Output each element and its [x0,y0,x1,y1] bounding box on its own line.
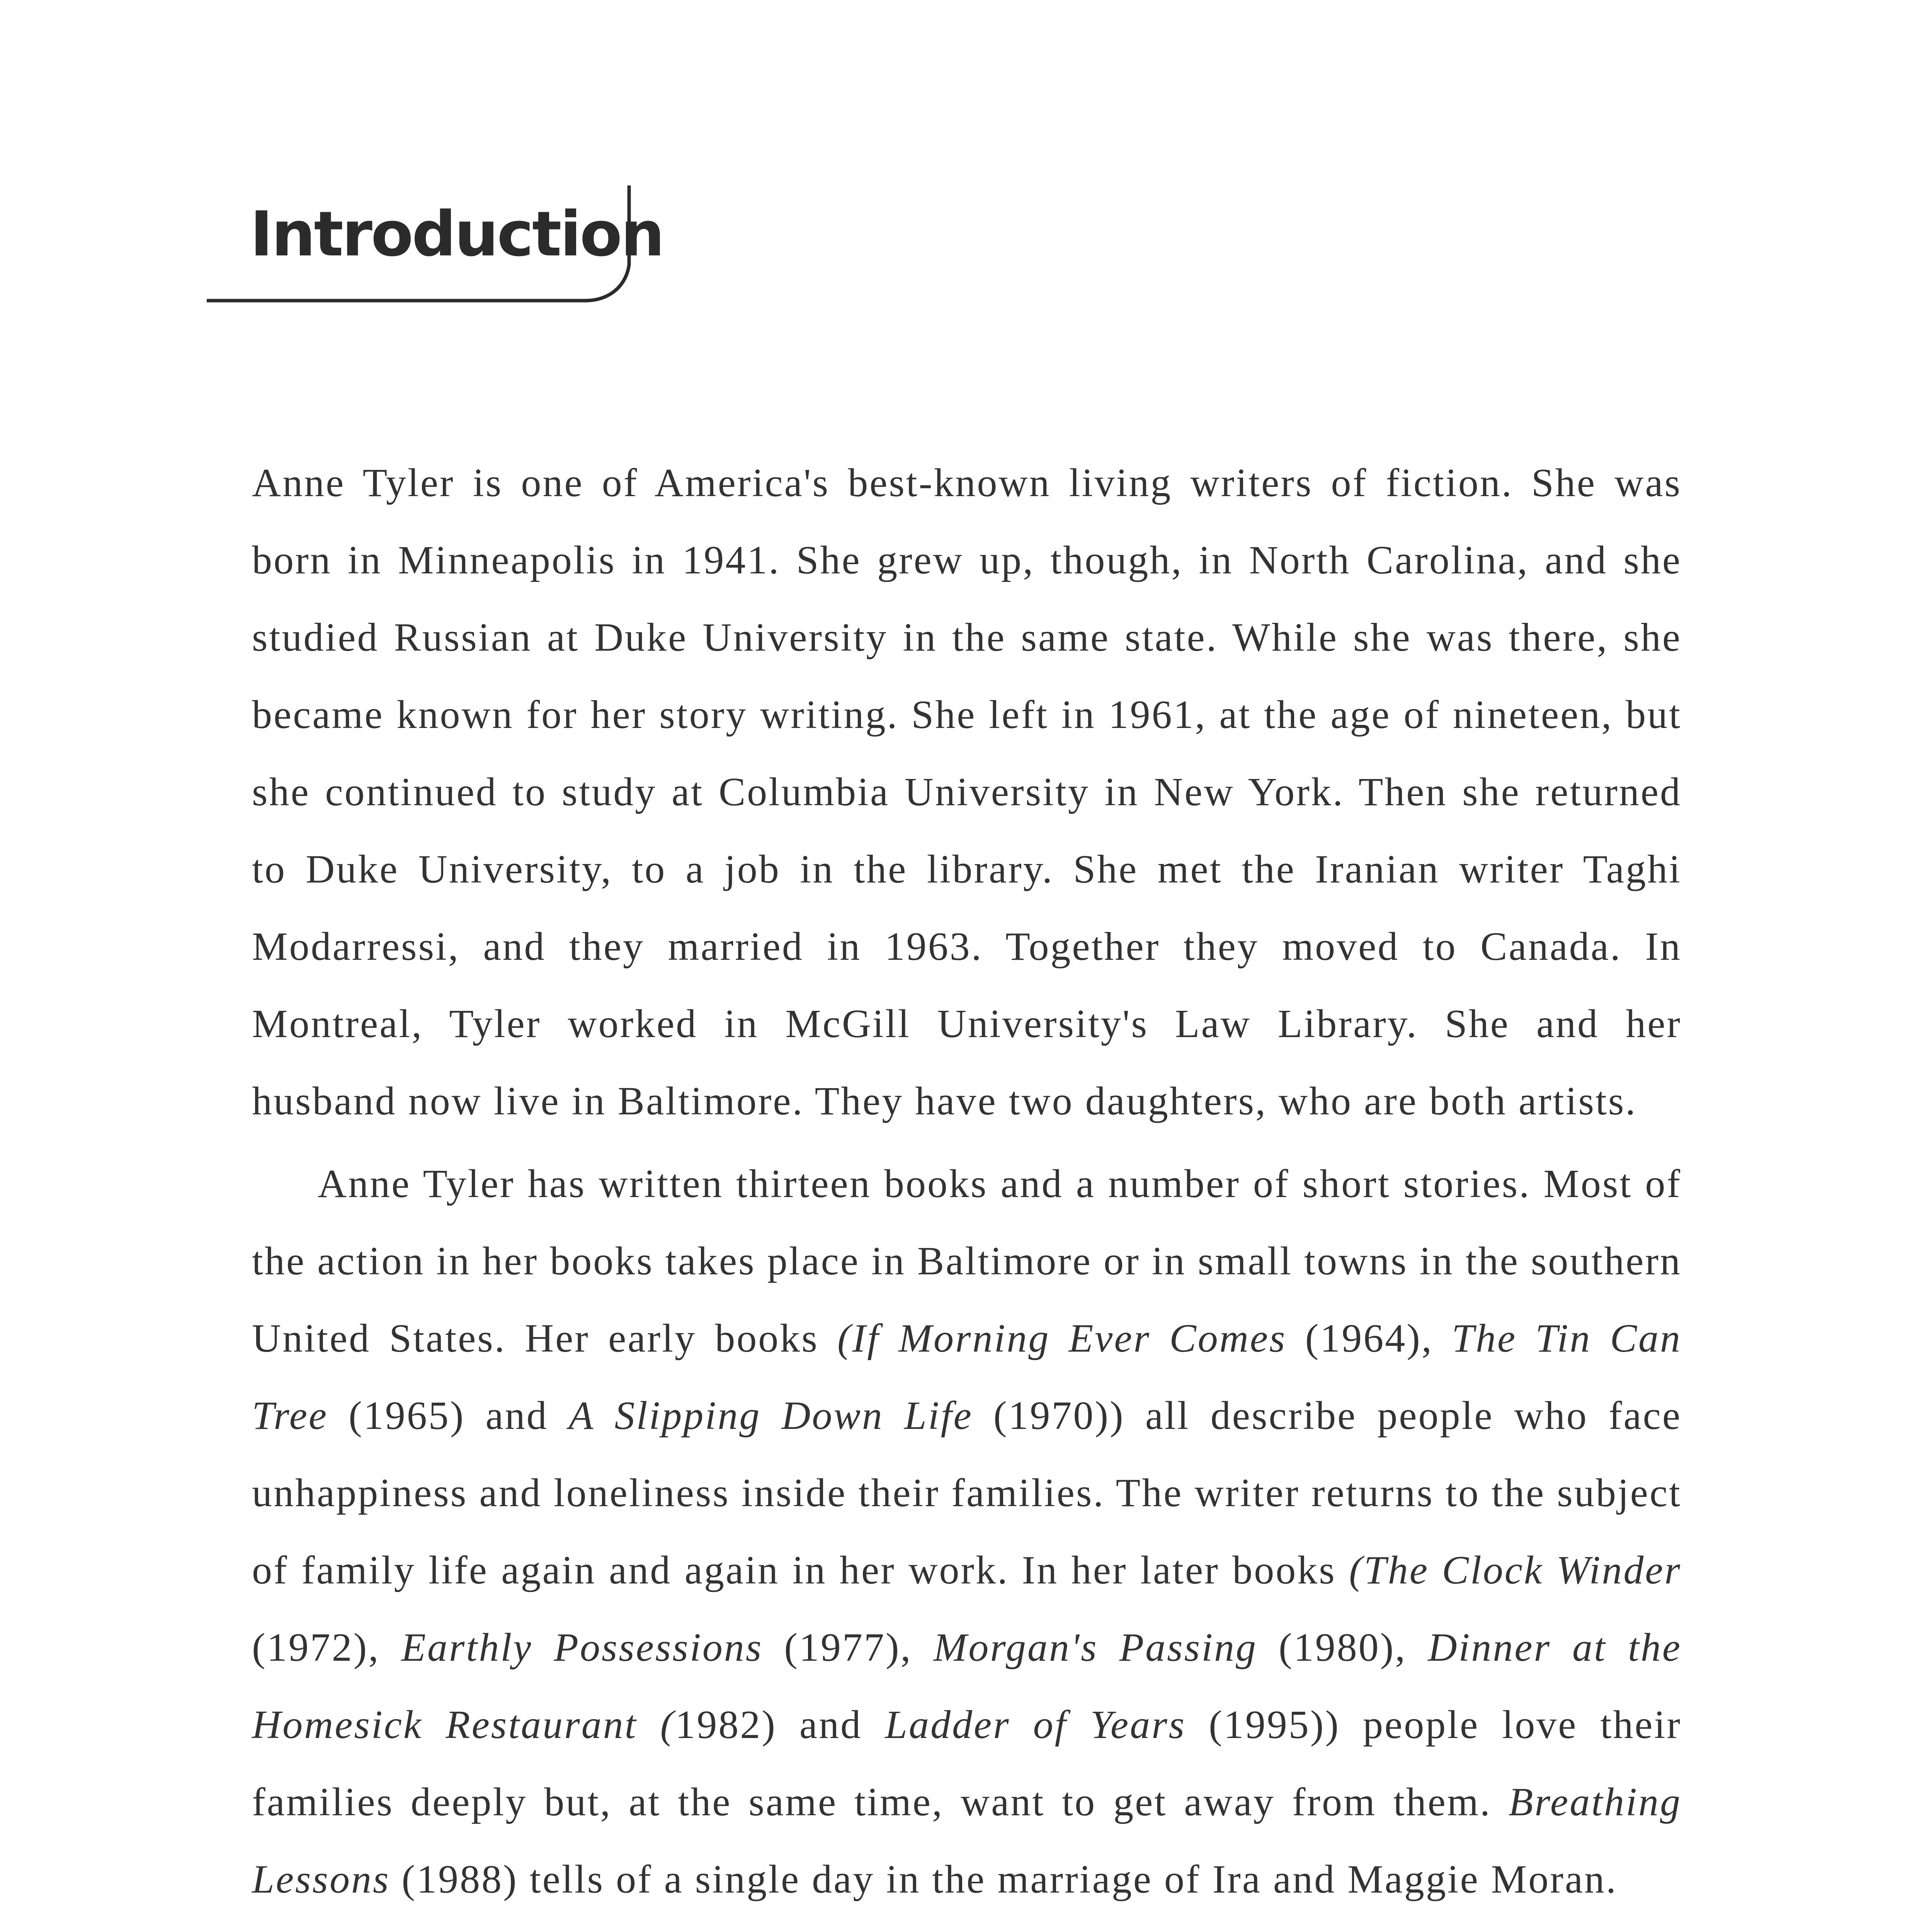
book-title: Earthly Possessions [401,1625,763,1670]
paragraph-text: (1972), [252,1625,401,1670]
book-title: A Slipping Down Life [568,1393,973,1438]
page-title: Introduction [250,198,663,270]
paragraph-text: (1995)) people love their families deeply but, at the same time, want to get away from them. [252,1702,1682,1824]
body-text [252,444,1682,1932]
book-title: (If Morning Ever Comes [837,1316,1287,1361]
paragraph-text: (1977), [763,1625,934,1670]
body-paragraph [252,1923,1682,1932]
paragraph-text: 1982) and [675,1702,885,1747]
paragraph-text: Anne Tyler is one of America's best-known living writers of fiction. She was born in Minneapolis in 1941. She grew up, though, in North Carolina, and she studied Russian at Duke University in the same state. While she was there, she became known for her story writing. She left in 1961, at the age of nineteen, but she continued to study at Columbia University in New York. Then she returned to Duke University, to a job in the library. She met the Iranian writer Taghi Modarressi, and they married in 1963. Together they moved to Canada. In Montreal, Tyler worked in McGill University's Law Library. She and her husband now live in Baltimore. They have two daughters, who are both artists. [252,461,1682,1123]
paragraph-text: Anne Tyler has written thirteen books and a number of short stories. Most of the action in her books takes place in Baltimore or in small towns in the southern United States. Her early books [252,1162,1682,1361]
book-title: Breathing Lessons [252,1780,1682,1901]
paragraph-text: (1965) and [328,1393,569,1438]
body-paragraph [252,1145,1682,1918]
book-title: Morgan's Passing [933,1625,1257,1670]
book-title: Ladder of Years [885,1702,1186,1747]
body-paragraph [252,444,1682,1140]
paragraph-text: (1980), [1257,1625,1428,1670]
book-title: The Tin Can Tree [252,1316,1682,1438]
book-title: (The Clock Winder [1349,1548,1682,1592]
book-title: Dinner at the Homesick Restaurant ( [252,1625,1682,1747]
chapter-heading [207,185,663,319]
paragraph-text: (1988) tells of a single day in the marriage of Ira and Maggie Moran. [390,1857,1618,1901]
paragraph-text: (1970)) all describe people who face unhappiness and loneliness inside their families. The writer returns to the subject of family life again and again in her work. In her later books [252,1393,1682,1592]
paragraph-text: (1964), [1286,1316,1452,1361]
